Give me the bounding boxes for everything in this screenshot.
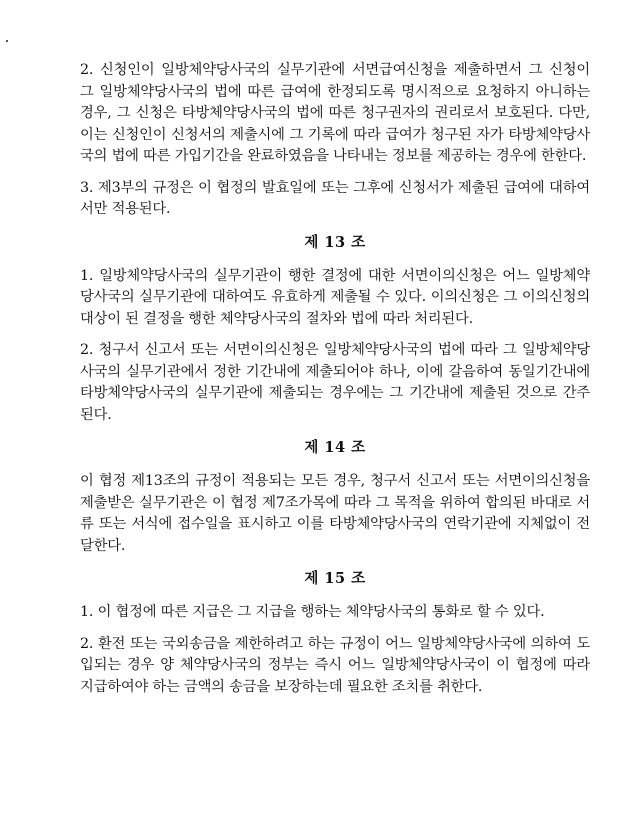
article-14-heading: 제 14 조 [304, 439, 366, 456]
article-12-paragraph-3: 3. 제3부의 규정은 이 협정의 발효일에 또는 그후에 신청서가 제출된 급여에 대하여서만 적용된다. [80, 179, 590, 217]
article-12-paragraph-2: 2. 신청인이 일방체약당사국의 실무기관에 서면급여신청을 제출하면서 그 신청이 그 일방체약당사국의 법에 따른 급여에 한정되도록 명시적으로 요청하지 아니하는 경우, 그 신청은 타방체약당사국의 법에 따른 청구권자의 권리로서 보호된다. 다만, 이는 신청인이 신청서의 제출시에 그 기록에 따라 급여가 청구된 자가 타방체약당사국의 법에 따른 가입기간을 완료하였음을 나타내는 정보를 제공하는 경우에 한한다. [80, 62, 590, 164]
scan-speck [6, 40, 8, 42]
article-13-heading: 제 13 조 [304, 233, 366, 251]
article-13-paragraph-1: 1. 일방체약당사국의 실무기관이 행한 결정에 대한 서면이의신청은 어느 일방체약당사국의 실무기관에 대하여도 유효하게 제출될 수 있다. 이의신청은 그 이의신청의 대상이 된 결정을 행한 체약당사국의 절차와 법에 따라 처리된다. [80, 267, 590, 327]
article-15-heading: 제 15 조 [304, 570, 366, 587]
article-13-paragraph-2: 2. 청구서 신고서 또는 서면이의신청은 일방체약당사국의 법에 따라 그 일방체약당사국의 실무기관에서 정한 기간내에 제출되어야 하나, 이에 갈음하여 동일기간내에 타방체약당사국의 실무기관에 제출되는 경우에는 그 기간내에 제출된 것으로 간주된다. [80, 342, 590, 423]
article-14-paragraph: 이 협정 제13조의 규정이 적용되는 모든 경우, 청구서 신고서 또는 서면이의신청을 제출받은 실무기관은 이 협정 제7조가목에 따라 그 목적을 위하여 합의된 바대로 서류 또는 서식에 접수일을 표시하고 이를 타방체약당사국의 연락기관에 지체없이 전달한다. [80, 473, 590, 554]
article-15-paragraph-1: 1. 이 협정에 따른 지급은 그 지급을 행하는 체약당사국의 통화로 할 수 있다. [80, 604, 545, 620]
article-15-paragraph-2: 2. 환전 또는 국외송금을 제한하려고 하는 규정이 어느 일방체약당사국에 의하여 도입되는 경우 양 체약당사국의 정부는 즉시 어느 일방체약당사국이 이 협정에 따라 지급하여야 하는 금액의 송금을 보장하는데 필요한 조치를 취한다. [80, 635, 590, 695]
document-body [80, 60, 590, 698]
